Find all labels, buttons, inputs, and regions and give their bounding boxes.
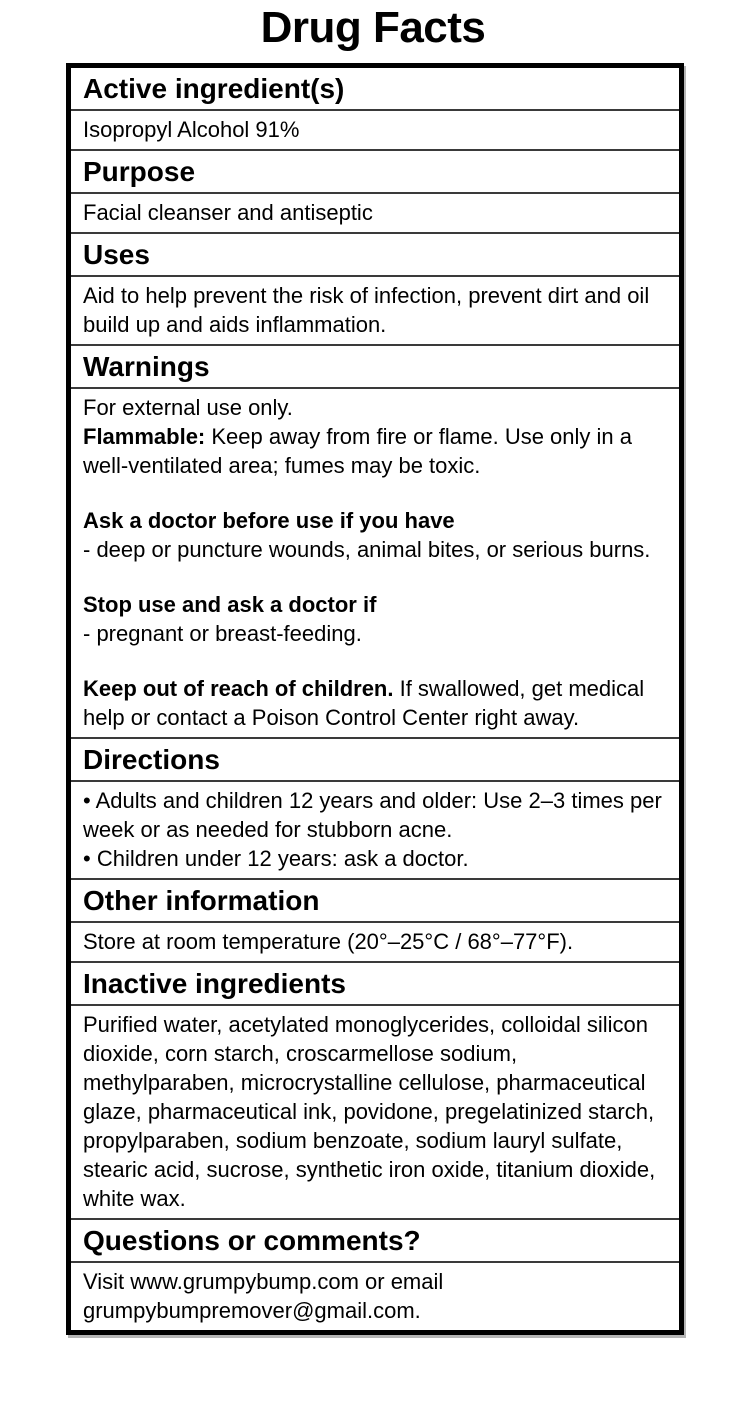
- section-body-other-information: Store at room temperature (20°–25°C / 68°–77°F).: [71, 921, 679, 961]
- section-body-directions: [71, 780, 679, 878]
- section-heading-purpose: Purpose: [71, 149, 679, 192]
- page-title: Drug Facts: [260, 3, 486, 52]
- section-heading-other-information: Other information: [71, 878, 679, 921]
- directions-item-children: • Children under 12 years: ask a doctor.: [83, 846, 469, 872]
- warnings-keep-out-label: Keep out of reach of children.: [83, 676, 394, 702]
- section-heading-warnings: Warnings: [71, 344, 679, 387]
- warnings-external-use-text: For external use only.: [83, 395, 293, 421]
- warnings-stop-use-title: Stop use and ask a doctor if: [83, 592, 377, 618]
- section-body-uses: Aid to help prevent the risk of infection, prevent dirt and oil build up and aids inflammation.: [71, 275, 679, 344]
- section-body-purpose: Facial cleanser and antiseptic: [71, 192, 679, 232]
- section-heading-uses: Uses: [71, 232, 679, 275]
- section-heading-directions: Directions: [71, 737, 679, 780]
- section-heading-inactive-ingredients: Inactive ingredients: [71, 961, 679, 1004]
- warnings-flammable-text: Keep away from fire or flame. Use only in a well-ventilated area; fumes may be toxic.: [83, 424, 632, 479]
- section-heading-active-ingredient: Active ingredient(s): [83, 73, 345, 105]
- warnings-keep-out-paragraph: [83, 674, 667, 732]
- section-body-questions: Visit www.grumpybump.com or email grumpybumpremover@gmail.com.: [71, 1261, 679, 1330]
- drug-facts-box: [66, 63, 684, 1335]
- warnings-flammable-label: Flammable:: [83, 424, 206, 450]
- warnings-keep-out-text: If swallowed, get medical help or contact a Poison Control Center right away.: [83, 676, 645, 731]
- section-heading-questions: Questions or comments?: [71, 1218, 679, 1261]
- section-body-inactive-ingredients: Purified water, acetylated monoglycerides, colloidal silicon dioxide, corn starch, croscarmellose sodium, methylparaben, microcrystalline cellulose, pharmaceutical glaze, pharmaceutical ink, povidone, pregelatinized starch, propylparaben, sodium benzoate, sodium lauryl sulfate, stearic acid, sucrose, synthetic iron oxide, titanium dioxide, white wax.: [71, 1004, 679, 1218]
- warnings-ask-doctor-item: - deep or puncture wounds, animal bites, or serious burns.: [83, 537, 651, 563]
- warnings-flammable-paragraph: [83, 422, 667, 480]
- warnings-ask-doctor-title: Ask a doctor before use if you have: [83, 508, 455, 534]
- section-body-active-ingredient: Isopropyl Alcohol 91%: [71, 109, 679, 149]
- warnings-stop-use-item: - pregnant or breast-feeding.: [83, 621, 362, 647]
- directions-item-adults: • Adults and children 12 years and older: Use 2–3 times per week or as needed for stubborn acne.: [83, 788, 662, 843]
- section-body-warnings: [71, 387, 679, 737]
